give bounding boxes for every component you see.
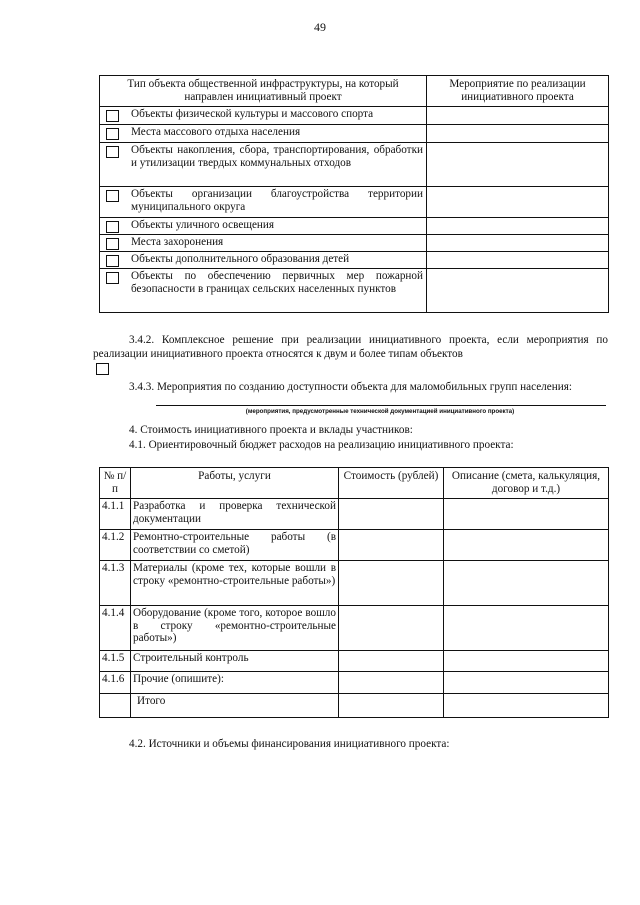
- action-cell[interactable]: [427, 107, 609, 125]
- paragraph-3-4-3: 3.4.3. Мероприятия по созданию доступности объекта для маломобильных групп населения:: [129, 381, 572, 393]
- table-row: [100, 218, 609, 235]
- table-row: [100, 252, 609, 269]
- work-item: Строительный контроль: [131, 651, 339, 672]
- action-cell[interactable]: [427, 143, 609, 187]
- checkbox[interactable]: [106, 190, 119, 202]
- description-cell[interactable]: [444, 651, 609, 672]
- object-type-label: Объекты накопления, сбора, транспортирования, обработки и утилизации твердых коммунальных отходов: [131, 144, 423, 169]
- description-cell[interactable]: [444, 672, 609, 694]
- row-number: 4.1.4: [100, 606, 131, 651]
- cost-cell[interactable]: [339, 606, 444, 651]
- paragraph-3-4-2: 3.4.2. Комплексное решение при реализации инициативного проекта, если мероприятия по реализации инициативного проекта относятся к двум и более типам объектов: [93, 334, 608, 360]
- action-cell[interactable]: [427, 218, 609, 235]
- checkbox[interactable]: [106, 146, 119, 158]
- table-row: [100, 143, 609, 187]
- cost-cell[interactable]: [339, 694, 444, 718]
- table-row: [100, 125, 609, 143]
- row-number: 4.1.1: [100, 499, 131, 530]
- action-cell[interactable]: [427, 187, 609, 218]
- description-cell[interactable]: [444, 561, 609, 606]
- table-row: [100, 235, 609, 252]
- work-item: Материалы (кроме тех, которые вошли в строку «ремонтно-строительные работы»): [131, 561, 339, 606]
- header-description: Описание (смета, калькуляция, договор и т.д.): [444, 468, 609, 499]
- description-cell[interactable]: [444, 694, 609, 718]
- table-row: [100, 651, 609, 672]
- object-type-label: Объекты по обеспечению первичных мер пожарной безопасности в границах сельских населенных пунктов: [131, 270, 423, 295]
- row-number: 4.1.5: [100, 651, 131, 672]
- header-works: Работы, услуги: [131, 468, 339, 499]
- object-type-label: Объекты дополнительного образования детей: [131, 253, 350, 265]
- checkbox[interactable]: [106, 272, 119, 284]
- header-action: Мероприятие по реализации инициативного проекта: [427, 76, 609, 107]
- object-type-label: Объекты физической культуры и массового спорта: [131, 108, 374, 120]
- table-row: [100, 606, 609, 651]
- object-type-label: Места массового отдыха населения: [131, 126, 301, 138]
- checkbox[interactable]: [106, 221, 119, 233]
- budget-table: [99, 467, 609, 718]
- checkbox[interactable]: [106, 128, 119, 140]
- checkbox[interactable]: [106, 110, 119, 122]
- header-number: № п/п: [100, 468, 131, 499]
- table-row: [100, 187, 609, 218]
- work-item: Разработка и проверка технической документации: [131, 499, 339, 530]
- action-cell[interactable]: [427, 235, 609, 252]
- page-number: 49: [314, 20, 326, 34]
- cost-cell[interactable]: [339, 499, 444, 530]
- accessibility-measures-input-line[interactable]: [156, 405, 606, 406]
- table-row: [100, 499, 609, 530]
- row-number: 4.1.2: [100, 530, 131, 561]
- cost-cell[interactable]: [339, 651, 444, 672]
- action-cell[interactable]: [427, 269, 609, 313]
- table-row: [100, 269, 609, 313]
- row-number: 4.1.3: [100, 561, 131, 606]
- row-number: [100, 694, 131, 718]
- object-type-label: Объекты уличного освещения: [131, 219, 275, 231]
- work-item: Оборудование (кроме того, которое вошло в строку «ремонтно-строительные работы»): [131, 606, 339, 651]
- work-item: Ремонтно-строительные работы (в соответствии со сметой): [131, 530, 339, 561]
- description-cell[interactable]: [444, 499, 609, 530]
- object-type-label: Объекты организации благоустройства территории муниципального округа: [131, 188, 423, 213]
- cost-cell[interactable]: [339, 561, 444, 606]
- section-4-2-heading: 4.2. Источники и объемы финансирования инициативного проекта:: [129, 738, 450, 750]
- cost-cell[interactable]: [339, 530, 444, 561]
- checkbox[interactable]: [106, 255, 119, 267]
- table-row: [100, 530, 609, 561]
- work-item: Прочие (опишите):: [131, 672, 339, 694]
- action-cell[interactable]: [427, 252, 609, 269]
- table-row: [100, 107, 609, 125]
- header-cost: Стоимость (рублей): [339, 468, 444, 499]
- header-object-type: Тип объекта общественной инфраструктуры, на который направлен инициативный проект: [100, 76, 427, 107]
- table-header-row: [100, 468, 609, 499]
- action-cell[interactable]: [427, 125, 609, 143]
- table-row: [100, 672, 609, 694]
- note-technical-docs: (мероприятия, предусмотренные технической документацией инициативного проекта): [245, 408, 515, 415]
- cost-cell[interactable]: [339, 672, 444, 694]
- table-row-total: [100, 694, 609, 718]
- object-type-label: Места захоронения: [131, 236, 224, 248]
- checkbox-complex-solution[interactable]: [96, 363, 109, 375]
- total-label: Итого: [131, 694, 339, 718]
- description-cell[interactable]: [444, 606, 609, 651]
- table-header-row: [100, 76, 609, 107]
- section-4-heading: 4. Стоимость инициативного проекта и вклады участников:: [129, 424, 413, 436]
- infrastructure-type-table: [99, 75, 609, 313]
- row-number: 4.1.6: [100, 672, 131, 694]
- description-cell[interactable]: [444, 530, 609, 561]
- table-row: [100, 561, 609, 606]
- checkbox[interactable]: [106, 238, 119, 250]
- section-4-1-heading: 4.1. Ориентировочный бюджет расходов на реализацию инициативного проекта:: [129, 439, 514, 451]
